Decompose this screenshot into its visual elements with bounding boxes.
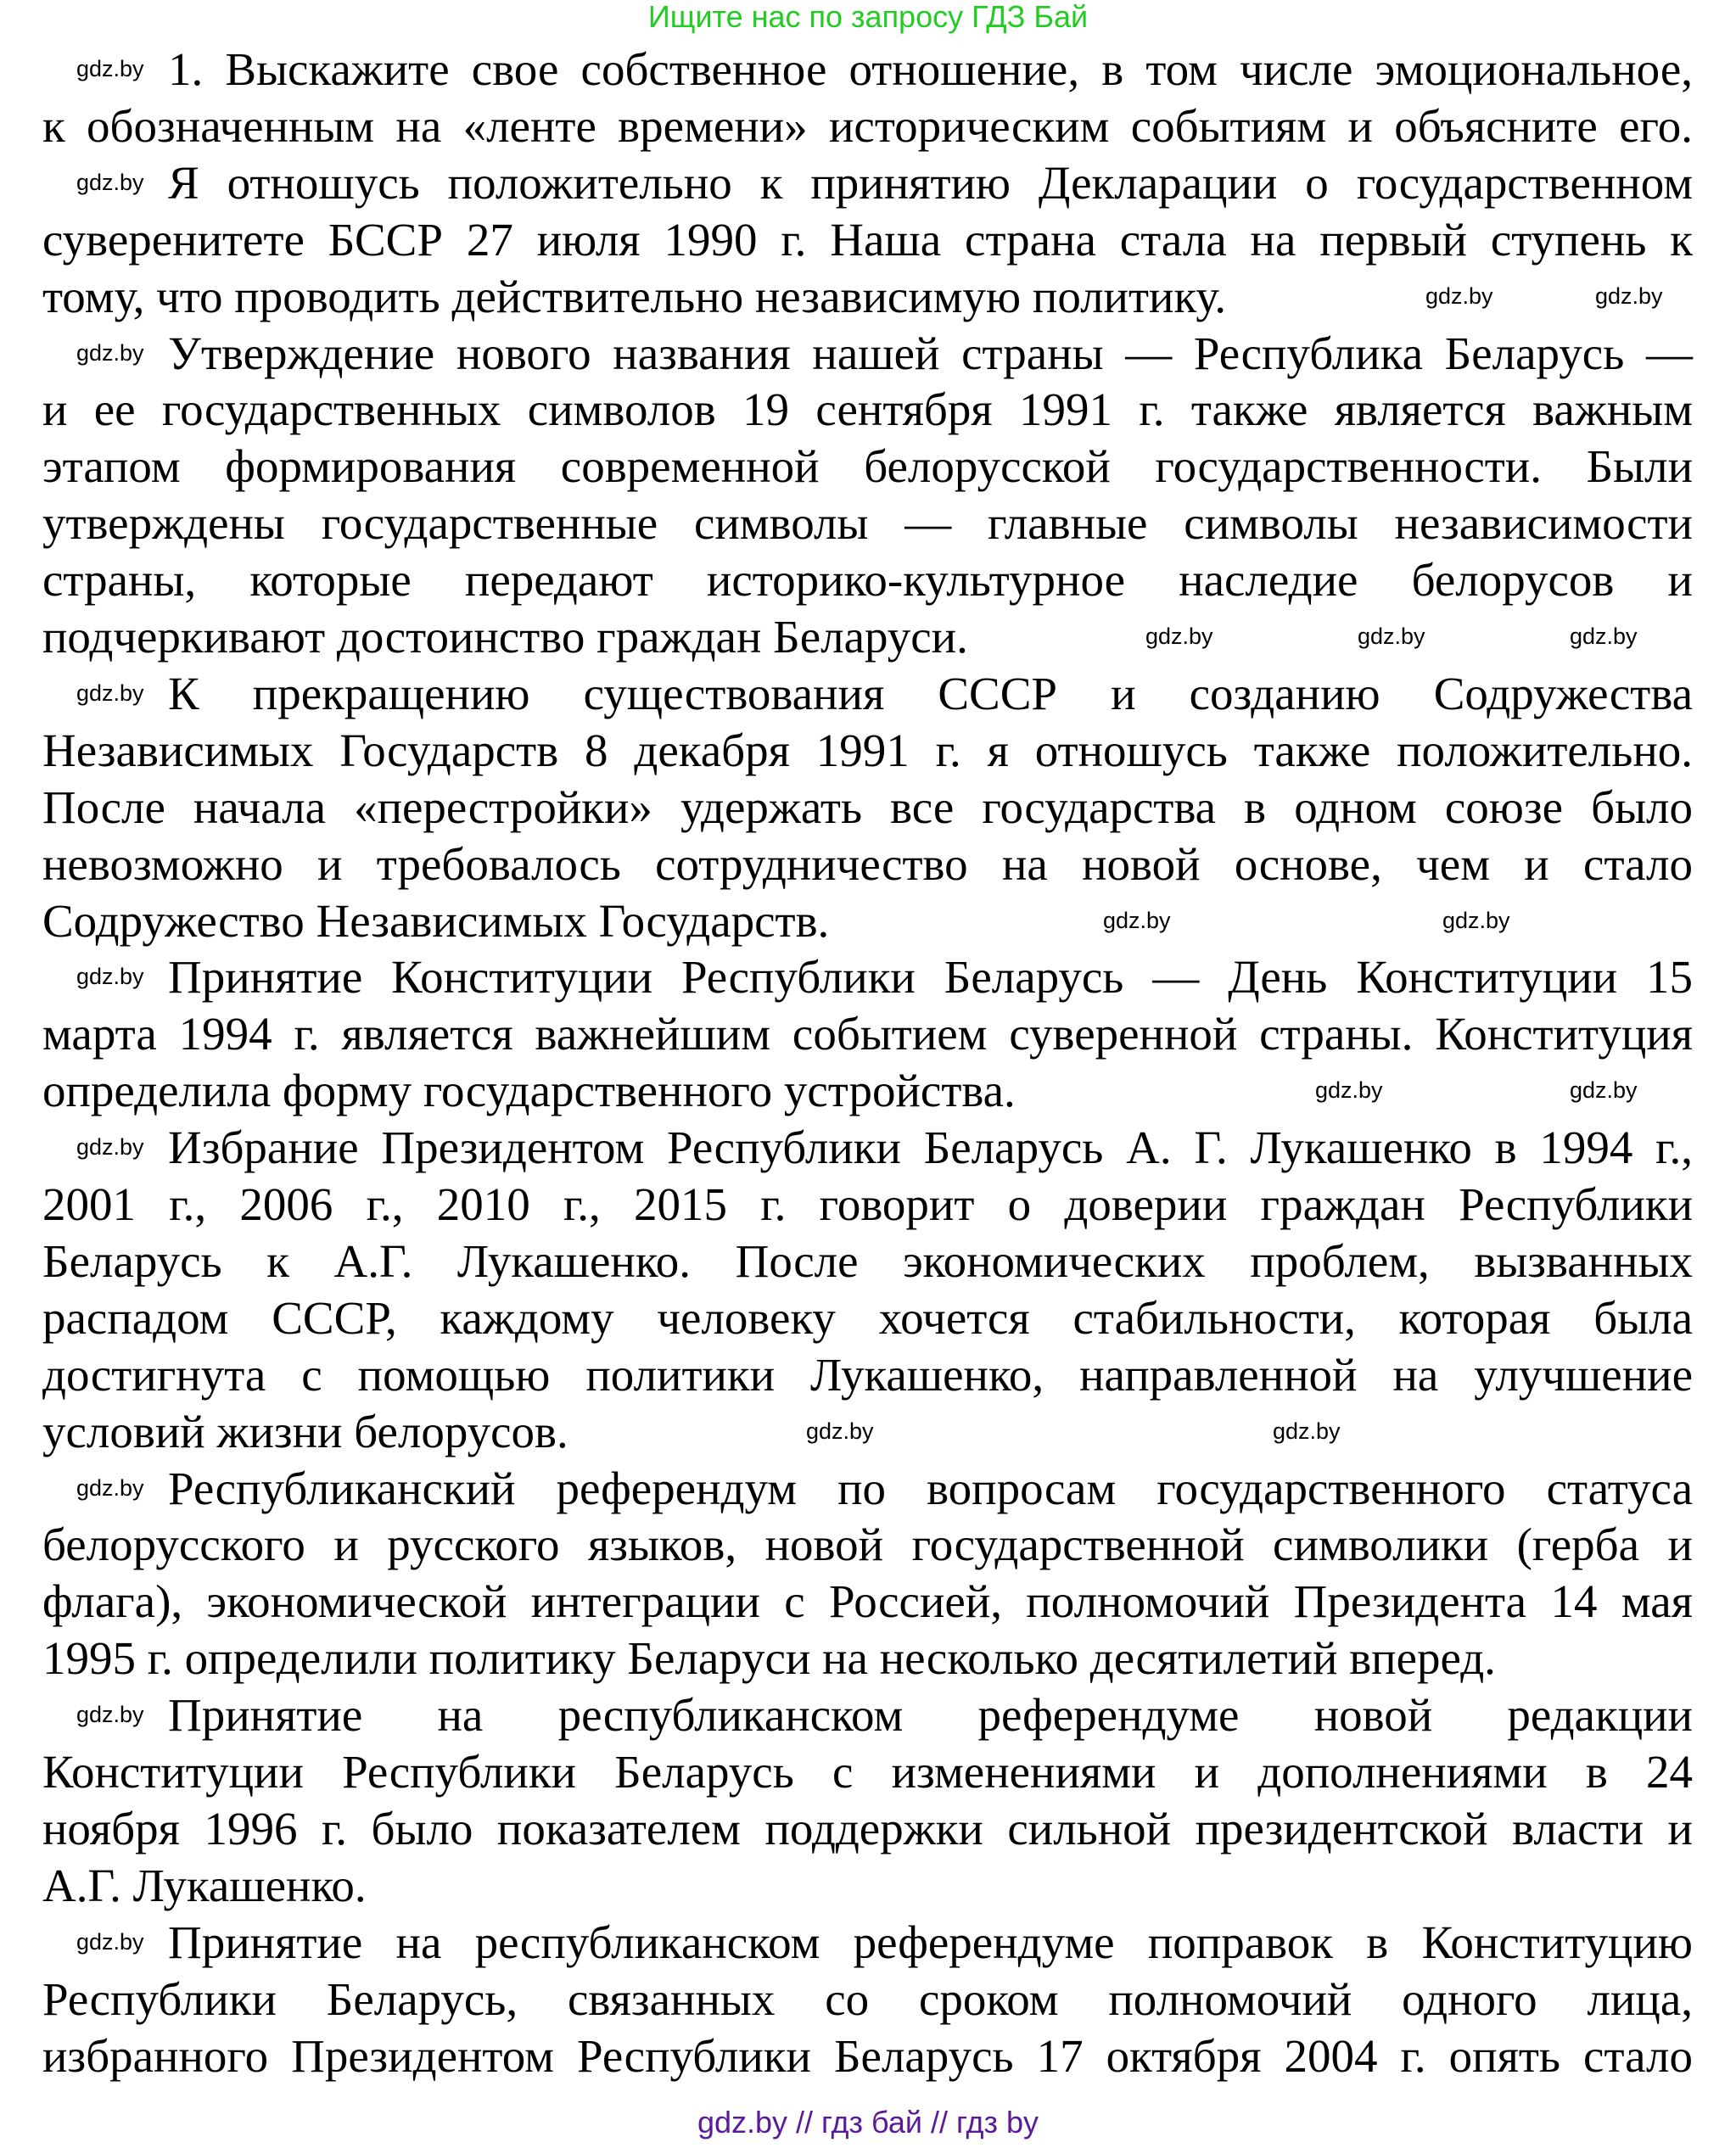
gdz-watermark: gdz.by [76,339,144,366]
gdz-watermark: gdz.by [76,1928,144,1955]
gdz-watermark: gdz.by [1103,907,1171,933]
text-line: условий жизни белорусов. [42,1405,568,1457]
text-line: Независимых Государств 8 декабря 1991 г. я отношусь также положительно. [42,724,1693,776]
text-line: Беларусь к А.Г. Лукашенко. После экономических проблем, вызванных [42,1234,1693,1287]
text-line: А.Г. Лукашенко. [42,1859,367,1911]
text-line: флага), экономической интеграции с Россией, полномочий Президента 14 мая [42,1575,1693,1628]
gdz-watermark: gdz.by [76,1134,144,1161]
gdz-watermark: gdz.by [76,56,144,81]
gdz-watermark: gdz.by [76,964,144,990]
text-line: Избрание Президентом Республики Беларусь А. Г. Лукашенко в 1994 г., [168,1122,1693,1174]
text-line: Конституции Республики Беларусь с изменениями и дополнениями в 24 [42,1746,1693,1798]
text-line: Я отношусь положительно к принятию Декларации о государственном [168,156,1693,209]
text-line: подчеркивают достоинство граждан Беларуси. [42,611,968,663]
gdz-watermark: gdz.by [76,1702,144,1728]
gdz-watermark: gdz.by [1570,624,1638,649]
text-line: избранного Президентом Республики Беларусь 17 октября 2004 г. опять стало [42,2029,1693,2082]
text-line: распадом СССР, каждому человеку хочется стабильности, которая была [42,1291,1693,1344]
text-line: этапом формирования современной белорусской государственности. Были [42,440,1693,493]
gdz-watermark: gdz.by [1570,1077,1638,1104]
text-line: ноября 1996 г. было показателем поддержки сильной президентской власти и [42,1802,1693,1854]
text-line: к обозначенным на «ленте времени» историческим событиям и объясните его. [42,99,1693,152]
gdz-watermark: gdz.by [806,1418,874,1444]
text-line: марта 1994 г. является важнейшим событием суверенной страны. Конституция [42,1008,1693,1060]
gdz-watermark: gdz.by [76,680,144,706]
text-line: утверждены государственные символы — главные символы независимости [42,497,1693,550]
text-line: 1. Выскажите свое собственное отношение, в том числе эмоциональное, [168,43,1693,95]
gdz-watermark: gdz.by [1145,624,1213,649]
gdz-watermark: gdz.by [1595,282,1663,309]
search-hint-banner: Ищите нас по запросу ГДЗ Бай [647,0,1089,34]
text-line: тому, что проводить действительно независимую политику. [42,270,1227,322]
text-line: и ее государственных символов 19 сентября 1991 г. также является важным [42,383,1693,436]
text-line: Республики Беларусь, связанных со сроком полномочий одного лица, [42,1972,1693,2025]
text-line: достигнута с помощью политики Лукашенко, направленной на улучшение [42,1348,1693,1401]
gdz-watermark: gdz.by [1315,1077,1383,1104]
gdz-watermark: gdz.by [1358,624,1425,649]
gdz-watermark: gdz.by [76,169,144,195]
text-line: 2001 г., 2006 г., 2010 г., 2015 г. говорит о доверии граждан Республики [42,1178,1693,1230]
text-line: Республиканский референдум по вопросам государственного статуса [168,1462,1693,1514]
gdz-watermark: gdz.by [1273,1418,1341,1444]
text-line: невозможно и требовалось сотрудничество на новой основе, чем и стало [42,837,1693,890]
text-line: Принятие на республиканском референдуме поправок в Конституцию [168,1916,1693,1968]
text-line: белорусского и русского языков, новой государственной символики (герба и [42,1519,1693,1571]
gdz-watermark: gdz.by [1442,907,1510,933]
text-line: К прекращению существования СССР и созданию Содружества [168,667,1693,719]
text-line: суверенитете БССР 27 июля 1990 г. Наша страна стала на первый ступень к [42,213,1693,266]
gdz-watermark: gdz.by [76,1474,144,1501]
text-line: страны, которые передают историко-культурное наследие белорусов и [42,554,1693,607]
text-line: После начала «перестройки» удержать все государства в одном союзе было [42,780,1693,833]
text-line: Принятие Конституции Республики Беларусь — День Конституции 15 [168,951,1693,1004]
footer-watermark: gdz.by // гдз бай // гдз by [697,2105,1039,2140]
text-line: 1995 г. определили политику Беларуси на несколько десятилетий вперед. [42,1632,1496,1685]
text-line: определила форму государственного устройства. [42,1065,1016,1117]
gdz-watermark: gdz.by [1425,282,1493,309]
text-line: Принятие на республиканском референдуме новой редакции [168,1689,1693,1742]
text-line: Утверждение нового названия нашей страны — Республика Беларусь — [168,327,1693,379]
text-line: Содружество Независимых Государств. [42,894,830,947]
